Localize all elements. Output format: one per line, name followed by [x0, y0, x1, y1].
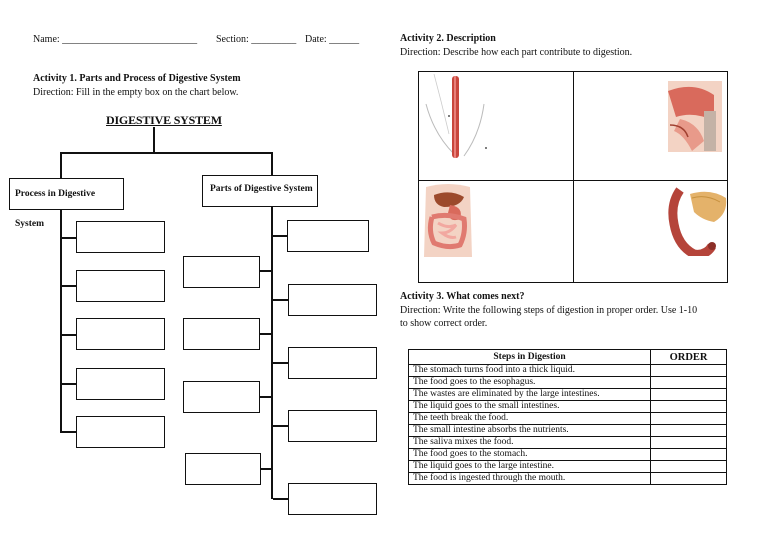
table-header-row	[409, 350, 727, 365]
connector	[153, 127, 155, 153]
parts-answer-box[interactable]	[183, 318, 260, 350]
table-row	[409, 365, 727, 377]
parts-box: Parts of Digestive System	[202, 175, 318, 207]
step-text: The food is ingested through the mouth.	[409, 473, 651, 485]
connector	[259, 333, 271, 335]
activity3-title: Activity 3. What comes next?	[400, 291, 525, 302]
step-text: The food goes to the esophagus.	[409, 377, 651, 389]
order-column-header: ORDER	[651, 350, 727, 365]
steps-table	[408, 349, 727, 485]
parts-answer-box[interactable]	[183, 381, 260, 413]
order-input[interactable]	[651, 413, 727, 425]
order-input[interactable]	[651, 449, 727, 461]
step-text: The teeth break the food.	[409, 413, 651, 425]
connector	[273, 235, 287, 237]
activity3-direction-line1: Direction: Write the following steps of digestion in proper order. Use 1-10	[400, 305, 698, 316]
parts-answer-box[interactable]	[288, 483, 377, 515]
order-input[interactable]	[651, 401, 727, 413]
step-text: The wastes are eliminated by the large intestines.	[409, 389, 651, 401]
connector	[271, 152, 273, 177]
table-row	[409, 389, 727, 401]
table-row	[409, 401, 727, 413]
table-row	[409, 425, 727, 437]
connector	[60, 334, 76, 336]
table-row	[409, 461, 727, 473]
section-field: Section: _________	[216, 34, 297, 45]
connector	[60, 237, 76, 239]
parts-answer-box[interactable]	[185, 453, 261, 485]
step-text: The saliva mixes the food.	[409, 437, 651, 449]
parts-answer-box[interactable]	[183, 256, 260, 288]
parts-answer-box[interactable]	[287, 220, 369, 252]
activity1-direction: Direction: Fill in the empty box on the chart below.	[33, 87, 239, 98]
connector	[60, 152, 62, 180]
mouth-image	[664, 81, 722, 152]
connector	[259, 396, 271, 398]
name-field: Name: ___________________________	[33, 34, 198, 45]
steps-column-header: Steps in Digestion	[409, 350, 651, 365]
connector	[259, 270, 271, 272]
step-text: The food goes to the stomach.	[409, 449, 651, 461]
connector	[60, 285, 76, 287]
connector	[271, 207, 273, 499]
activity2-title: Activity 2. Description	[400, 33, 496, 44]
grid-divider	[418, 180, 728, 181]
order-input[interactable]	[651, 389, 727, 401]
activity3-direction-line2: to show correct order.	[400, 318, 488, 329]
order-input[interactable]	[651, 461, 727, 473]
chart-title: DIGESTIVE SYSTEM	[106, 113, 222, 127]
parts-answer-box[interactable]	[288, 347, 377, 379]
table-row	[409, 377, 727, 389]
connector	[60, 210, 62, 432]
connector	[60, 431, 76, 433]
parts-answer-box[interactable]	[288, 410, 377, 442]
esophagus-image	[424, 74, 490, 162]
order-input[interactable]	[651, 377, 727, 389]
digestive-tract-image	[420, 183, 476, 259]
table-row	[409, 413, 727, 425]
parts-answer-box[interactable]	[288, 284, 377, 316]
table-row	[409, 449, 727, 461]
step-text: The liquid goes to the small intestines.	[409, 401, 651, 413]
activity2-direction: Direction: Describe how each part contribute to digestion.	[400, 47, 633, 58]
order-input[interactable]	[651, 365, 727, 377]
step-text: The liquid goes to the large intestine.	[409, 461, 651, 473]
table-row	[409, 473, 727, 485]
connector	[260, 468, 271, 470]
process-answer-box[interactable]	[76, 416, 165, 448]
connector	[273, 299, 288, 301]
activity1-title: Activity 1. Parts and Process of Digestive System	[33, 73, 241, 84]
process-answer-box[interactable]	[76, 221, 165, 253]
grid-divider	[573, 71, 574, 283]
step-text: The small intestine absorbs the nutrients.	[409, 425, 651, 437]
table-row	[409, 437, 727, 449]
order-input[interactable]	[651, 437, 727, 449]
connector	[60, 383, 76, 385]
order-input[interactable]	[651, 473, 727, 485]
date-field: Date: ______	[305, 34, 360, 45]
intestine-image	[666, 184, 728, 256]
step-text: The stomach turns food into a thick liquid.	[409, 365, 651, 377]
connector	[273, 425, 288, 427]
process-answer-box[interactable]	[76, 270, 165, 302]
process-answer-box[interactable]	[76, 318, 165, 350]
process-answer-box[interactable]	[76, 368, 165, 400]
connector	[60, 152, 272, 154]
process-box: Process in Digestive System	[9, 178, 124, 210]
connector	[273, 362, 288, 364]
connector	[273, 498, 288, 500]
order-input[interactable]	[651, 425, 727, 437]
